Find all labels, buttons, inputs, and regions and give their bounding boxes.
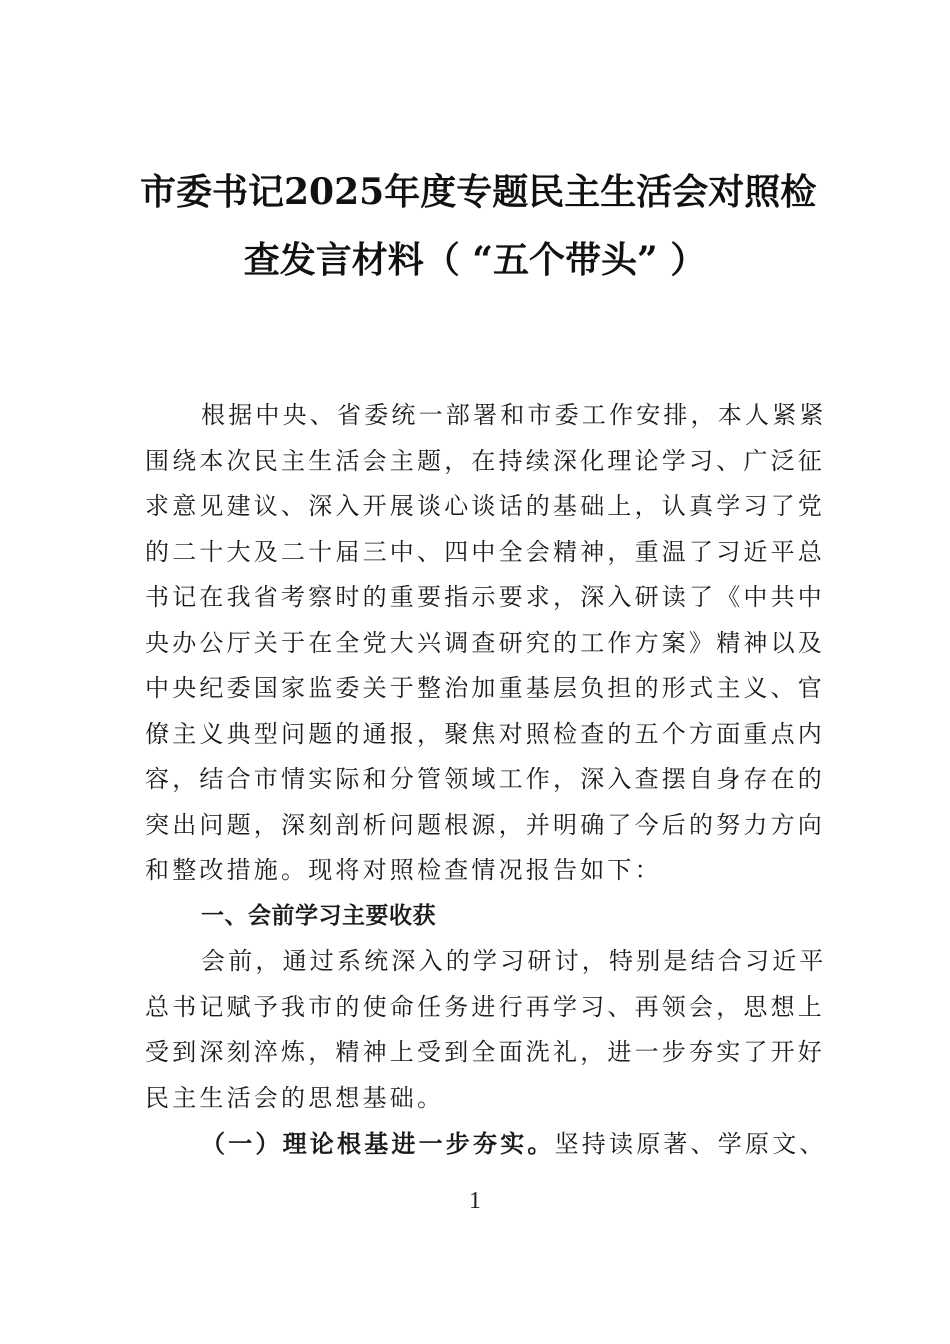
document-title-line-1: 市委书记2025年度专题民主生活会对照检 [140, 171, 817, 213]
subsection-1-label: （一）理论根基进一步夯实。 [201, 1129, 555, 1158]
intro-line-3: 求意见建议、深入开展谈心谈话的基础上，认真学习了党 [145, 492, 825, 520]
section1-line-2: 总书记赋予我市的使命任务进行再学习、再领会，思想上 [145, 992, 825, 1021]
intro-line-1: 根据中央、省委统一部署和市委工作安排，本人紧紧 [201, 401, 827, 429]
intro-line-4: 的二十大及二十届三中、四中全会精神，重温了习近平总 [145, 537, 825, 566]
intro-line-10: 突出问题，深刻剖析问题根源，并明确了今后的努力方向 [145, 810, 825, 839]
document-title-line-2: 查发言材料（ “五个带头” ） [243, 239, 707, 281]
page-number: 1 [469, 1188, 481, 1214]
intro-line-6: 央办公厅关于在全党大兴调查研究的工作方案》精神以及 [145, 628, 825, 657]
intro-line-2: 围绕本次民主生活会主题，在持续深化理论学习、广泛征 [145, 446, 825, 475]
intro-line-7: 中央纪委国家监委关于整治加重基层负担的形式主义、官 [145, 674, 825, 702]
section-heading-1: 一、会前学习主要收获 [201, 902, 436, 929]
intro-line-8: 僚主义典型问题的通报，聚焦对照检查的五个方面重点内 [145, 719, 825, 748]
document-body [145, 393, 827, 1167]
intro-line-5: 书记在我省考察时的重要指示要求，深入研读了《中共中 [145, 583, 825, 611]
subsection-1-line [145, 1121, 827, 1167]
section1-line-1: 会前，通过系统深入的学习研讨，特别是结合习近平 [201, 947, 827, 975]
intro-line-11: 和整改措施。现将对照检查情况报告如下： [145, 856, 662, 884]
section1-line-4: 民主生活会的思想基础。 [145, 1083, 445, 1112]
section1-line-3: 受到深刻淬炼，精神上受到全面洗礼，进一步夯实了开好 [145, 1038, 825, 1066]
subsection-1-text: 坚持读原著、学原文、 [554, 1130, 827, 1158]
intro-line-9: 容，结合市情实际和分管领域工作，深入查摆自身存在的 [145, 765, 825, 793]
